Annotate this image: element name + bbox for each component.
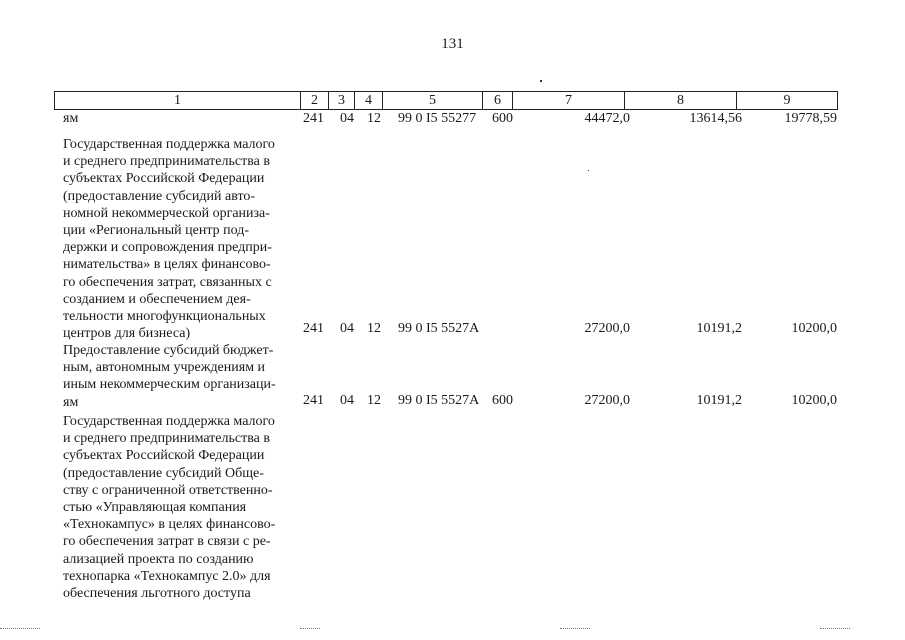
description-line: стью «Управляющая компания [63, 500, 247, 516]
description-line: ции «Региональный центр под- [63, 223, 249, 239]
code-expense-type: 600 [492, 111, 513, 126]
header-col-7: 7 [513, 92, 625, 110]
description-line: номной некоммерческой организа- [63, 205, 270, 221]
code-target-article: 99 0 I5 5527A [398, 393, 480, 408]
amount-col7: 27200,0 [584, 393, 630, 408]
header-col-2: 2 [301, 92, 329, 110]
description-line: субъектах Российской Федерации [63, 171, 265, 187]
header-col-1: 1 [55, 92, 301, 110]
description-line: и среднего предпринимательства в [63, 154, 270, 170]
amount-col9: 10200,0 [791, 321, 837, 336]
amount-col7: 27200,0 [584, 321, 630, 336]
amount-col8: 10191,2 [696, 321, 742, 336]
description-line: центров для бизнеса) [63, 326, 191, 342]
row-description-fragment: ям [63, 111, 79, 126]
header-col-9: 9 [737, 92, 838, 110]
amount-col9: 10200,0 [791, 393, 837, 408]
header-row [55, 92, 838, 110]
table-row [0, 320, 905, 337]
description-line: Государственная поддержка малого [63, 137, 275, 152]
description-line: технопарка «Технокампус 2.0» для [63, 568, 271, 584]
header-col-5: 5 [383, 92, 483, 110]
code-section: 04 [340, 321, 354, 336]
amount-col8: 13614,56 [689, 111, 742, 126]
description-line: (предоставление субсидий Обще- [63, 465, 264, 481]
scan-edge-artifact [820, 628, 850, 630]
description-line: обеспечения льготного доступа [63, 586, 251, 602]
header-col-3: 3 [329, 92, 355, 110]
scan-speck [540, 80, 542, 82]
scan-edge-artifact [0, 628, 40, 630]
code-chapter: 241 [303, 393, 324, 408]
amount-col7: 44472,0 [584, 111, 630, 126]
description-line: созданием и обеспечением дея- [63, 291, 251, 307]
description-line: «Технокампус» в целях финансово- [63, 517, 276, 533]
amount-col8: 10191,2 [696, 393, 742, 408]
description-line: го обеспечения затрат в связи с ре- [63, 534, 271, 550]
table-row [0, 392, 905, 409]
page-number: 131 [441, 36, 464, 52]
description-line: иным некоммерческим организаци- [63, 377, 276, 393]
scan-edge-artifact [300, 628, 320, 630]
description-line: Предоставление субсидий бюджет- [63, 343, 274, 358]
header-col-4: 4 [355, 92, 383, 110]
description-line: Государственная поддержка малого [63, 414, 275, 429]
code-section: 04 [340, 111, 354, 126]
table-row [0, 110, 905, 127]
description-line: держки и сопровождения предпри- [63, 240, 272, 256]
column-number-header [54, 91, 838, 110]
code-chapter: 241 [303, 321, 324, 336]
description-line: го обеспечения затрат, связанных с [63, 274, 272, 290]
code-target-article: 99 0 I5 5527A [398, 321, 480, 336]
code-subsection: 12 [367, 393, 381, 408]
description-line: нимательства» в целях финансово- [63, 257, 271, 273]
header-col-6: 6 [483, 92, 513, 110]
description-line: и среднего предпринимательства в [63, 431, 270, 447]
description-line: (предоставление субсидий авто- [63, 188, 256, 204]
row-description [63, 136, 297, 342]
scan-speck [588, 170, 589, 171]
scan-edge-artifact [560, 628, 590, 630]
row-description [63, 413, 297, 602]
code-subsection: 12 [367, 111, 381, 126]
code-target-article: 99 0 I5 55277 [398, 111, 477, 126]
description-line: ям [63, 394, 79, 410]
description-line: ализацией проекта по созданию [63, 551, 254, 567]
code-section: 04 [340, 393, 354, 408]
description-line: тельности многофункциональных [63, 309, 266, 325]
code-subsection: 12 [367, 321, 381, 336]
description-line: ным, автономным учреждениям и [63, 360, 266, 376]
code-chapter: 241 [303, 111, 324, 126]
code-expense-type: 600 [492, 393, 513, 408]
description-line: ству с ограниченной ответственно- [63, 482, 273, 498]
header-col-8: 8 [625, 92, 737, 110]
amount-col9: 19778,59 [784, 111, 837, 126]
description-line: субъектах Российской Федерации [63, 448, 265, 464]
